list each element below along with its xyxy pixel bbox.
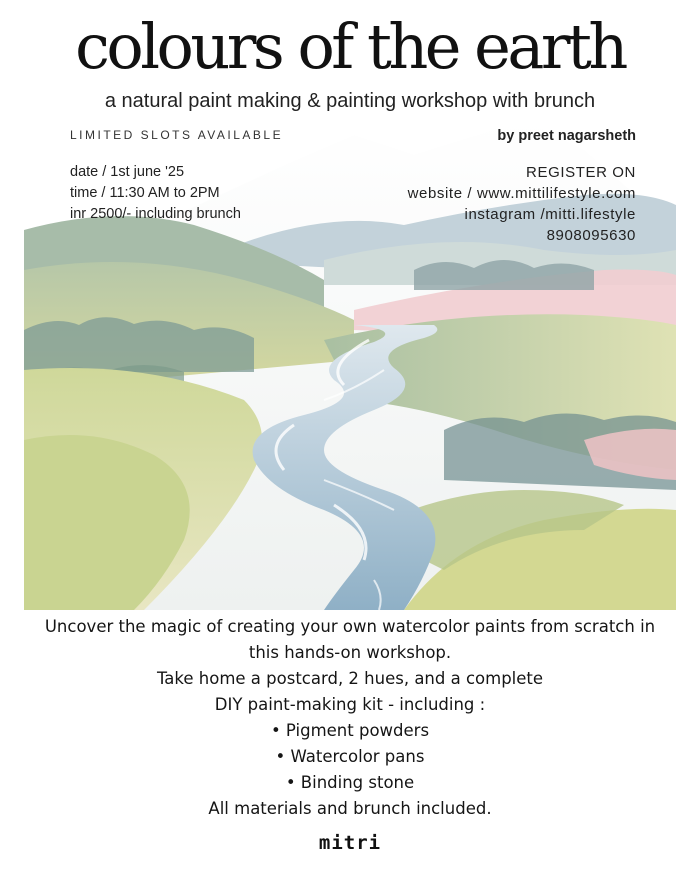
event-date: date / 1st june '25	[70, 164, 185, 180]
event-price: inr 2500/- including brunch	[70, 206, 241, 222]
kit-item: • Pigment powders	[270, 721, 430, 740]
event-time: time / 11:30 AM to 2PM	[70, 185, 220, 201]
description-line: All materials and brunch included.	[208, 799, 492, 818]
host-byline: by preet nagarsheth	[497, 128, 636, 144]
description-line: this hands-on workshop.	[248, 643, 452, 662]
poster-title: colours of the earth	[75, 10, 625, 83]
register-phone: 8908095630	[546, 227, 636, 244]
event-details	[70, 162, 241, 225]
register-heading: REGISTER ON	[526, 164, 636, 181]
register-instagram: instagram /mitti.lifestyle	[464, 206, 636, 223]
workshop-description	[0, 614, 700, 822]
registration-info	[408, 162, 636, 246]
kit-item: • Binding stone	[285, 773, 415, 792]
limited-slots-note: LIMITED SLOTS AVAILABLE	[70, 128, 284, 142]
poster-subtitle: a natural paint making & painting workshop with brunch	[104, 90, 596, 112]
description-line: Uncover the magic of creating your own watercolor paints from scratch in	[44, 617, 656, 636]
mitti-logo: mitri	[318, 832, 382, 854]
description-line: Take home a postcard, 2 hues, and a complete	[156, 669, 544, 688]
kit-item: • Watercolor pans	[275, 747, 425, 766]
description-line: DIY paint-making kit - including :	[214, 695, 486, 714]
register-website: website / www.mittilifestyle.com	[407, 185, 636, 202]
